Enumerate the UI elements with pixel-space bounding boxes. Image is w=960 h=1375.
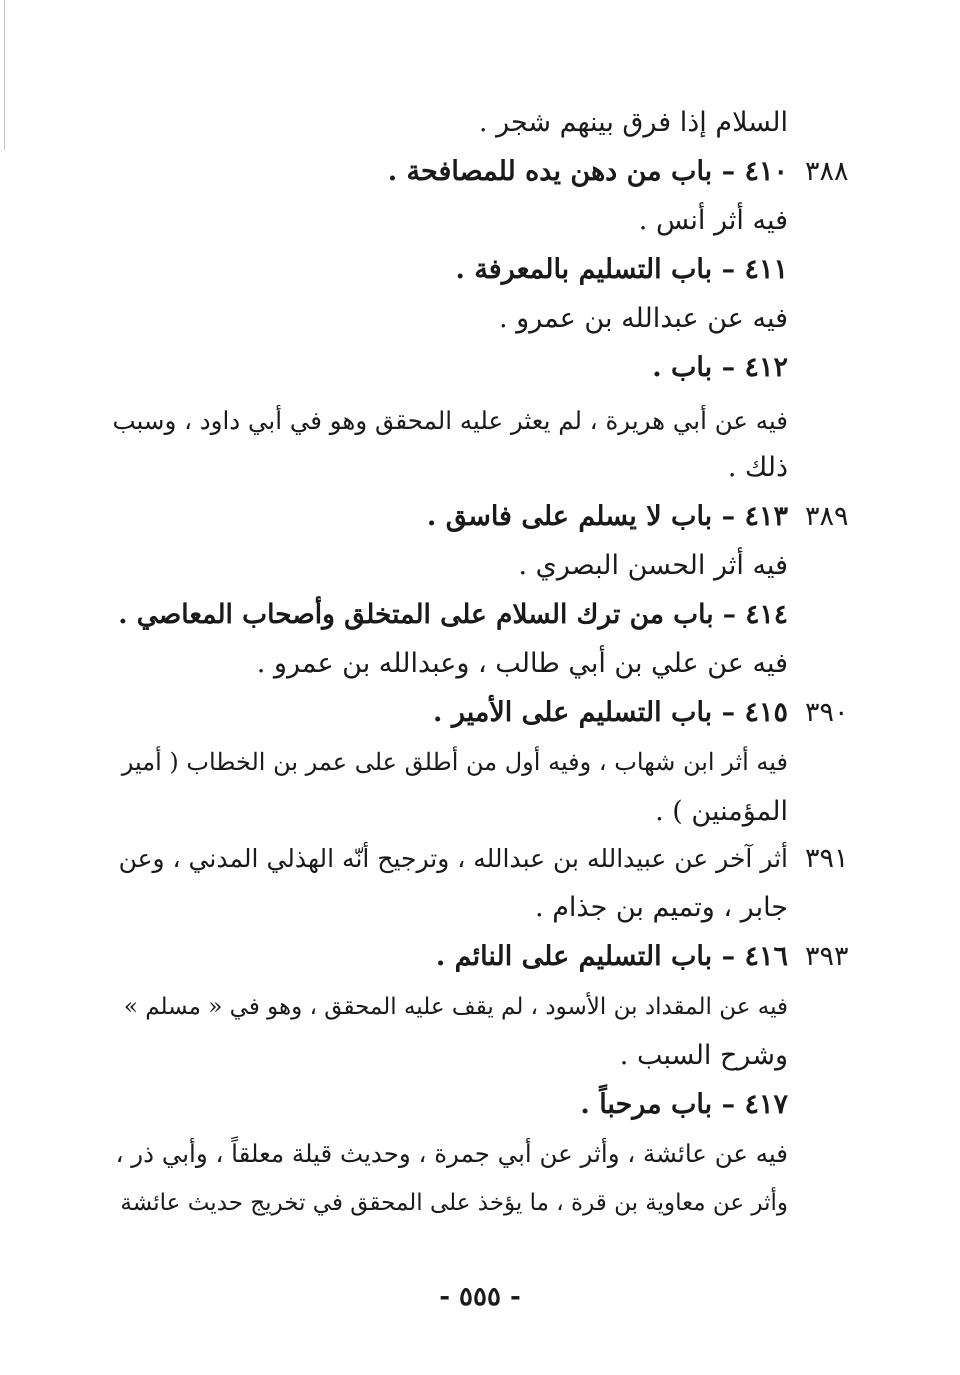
text-line: فيه أثر الحسن البصري . <box>518 550 788 581</box>
text-line: وشرح السبب . <box>619 1040 788 1071</box>
chapter-heading: ٤١٥ – باب التسليم على الأمير . <box>433 697 788 728</box>
text-line: أثر آخر عن عبيدالله بن عبدالله ، وترجيح أنّه الهذلي المدني ، وعن <box>118 844 788 873</box>
page-number: - ٥٥٥ - <box>439 1282 521 1312</box>
text-line: جابر ، وتميم بن جذام . <box>535 892 788 923</box>
text-line: فيه عن عبدالله بن عمرو . <box>499 303 788 334</box>
text-line: السلام إذا فرق بينهم شجر . <box>478 107 788 138</box>
text-line: فيه عن أبي هريرة ، لم يعثر عليه المحقق وهو في أبي داود ، وسبب <box>112 406 788 435</box>
chapter-heading: ٤١٤ – باب من ترك السلام على المتخلق وأصحاب المعاصي . <box>118 599 788 630</box>
text-line: فيه أثر ابن شهاب ، وفيه أول من أطلق على عمر بن الخطاب ( أمير <box>121 748 788 776</box>
margin-number: ٣٨٨ <box>805 156 849 187</box>
chapter-heading: ٤١٣ – باب لا يسلم على فاسق . <box>426 501 788 532</box>
text-line: فيه عن علي بن أبي طالب ، وعبدالله بن عمرو . <box>256 648 788 679</box>
page-edge-line <box>4 0 5 150</box>
text-line: فيه أثر أنس . <box>638 205 788 236</box>
text-line: ذلك . <box>727 452 788 483</box>
chapter-heading: ٤١٧ – باب مرحباً . <box>580 1089 788 1120</box>
text-line: فيه عن عائشة ، وأثر عن أبي جمرة ، وحديث قيلة معلقاً ، وأبي ذر ، <box>115 1139 788 1168</box>
chapter-heading: ٤١٠ – باب من دهن يده للمصافحة . <box>387 156 788 187</box>
text-line: المؤمنين ) . <box>655 796 788 827</box>
chapter-heading: ٤١١ – باب التسليم بالمعرفة . <box>455 254 788 285</box>
chapter-heading: ٤١٦ – باب التسليم على النائم . <box>435 941 788 972</box>
margin-number: ٣٨٩ <box>805 501 849 532</box>
text-line: فيه عن المقداد بن الأسود ، لم يقف عليه المحقق ، وهو في « مسلم » <box>123 994 788 1020</box>
margin-number: ٣٩١ <box>805 843 849 874</box>
text-line: وأثر عن معاوية بن قرة ، ما يؤخذ على المحقق في تخريج حديث عائشة <box>120 1190 788 1216</box>
margin-number: ٣٩٠ <box>805 697 849 728</box>
chapter-heading: ٤١٢ – باب . <box>652 352 788 383</box>
margin-number: ٣٩٣ <box>805 941 849 972</box>
